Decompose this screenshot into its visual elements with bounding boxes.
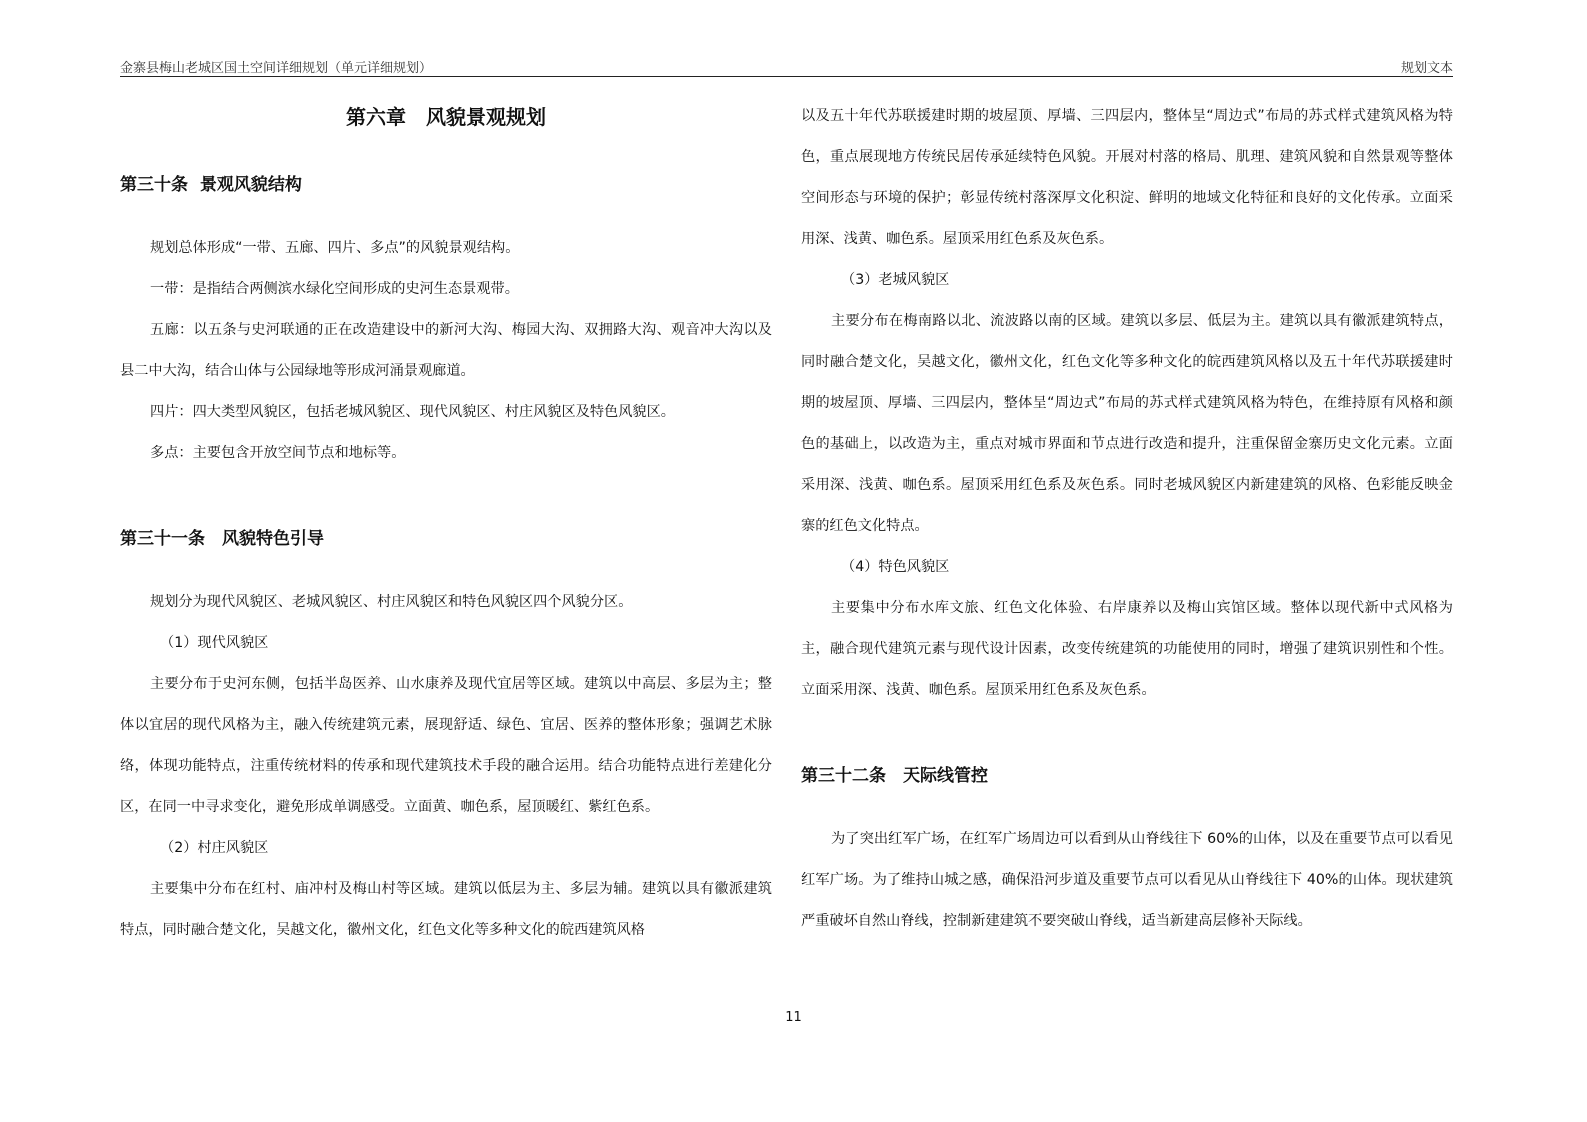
subsection-text-village: 主要集中分布在红村、庙冲村及梅山村等区域。建筑以低层为主、多层为辅。建筑以具有徽派建筑特点，同时融合楚文化，吴越文化，徽州文化，红色文化等多种文化的皖西建筑风格 [120, 881, 772, 938]
article-30-paragraph: 五廊：以五条与史河联通的正在改造建设中的新河大沟、梅园大沟、双拥路大沟、观音冲大沟以及县二中大沟，结合山体与公园绿地等形成河涌景观廊道。 [120, 322, 772, 379]
article-30-paragraph: 四片：四大类型风貌区，包括老城风貌区、现代风貌区、村庄风貌区及特色风貌区。 [150, 404, 675, 420]
subsection-text-special: 主要集中分布水库文旅、红色文化体验、右岸康养以及梅山宾馆区域。整体以现代新中式风格为主，融合现代建筑元素与现代设计因素，改变传统建筑的功能使用的同时，增强了建筑识别性和个性。立面采用深、浅黄、咖色系。屋顶采用红色系及灰色系。 [801, 600, 1453, 698]
chapter-title: 第六章 风貌景观规划 [346, 105, 546, 129]
subsection-title-modern: （1）现代风貌区 [160, 635, 269, 651]
article-30-title: 第三十条 景观风貌结构 [120, 175, 302, 195]
article-32-title: 第三十二条 天际线管控 [801, 766, 988, 786]
right-column [801, 96, 1453, 942]
subsection-title-special: （4）特色风貌区 [841, 559, 950, 575]
article-31-title: 第三十一条 风貌特色引导 [120, 529, 324, 549]
article-32-text: 为了突出红军广场，在红军广场周边可以看到从山脊线往下 60%的山体，以及在重要节点可以看见红军广场。为了维持山城之感，确保沿河步道及重要节点可以看见从山脊线往下 40%的山体。现状建筑严重破坏自然山脊线，控制新建建筑不要突破山脊线，适当新建高层修补天际线。 [801, 831, 1453, 929]
subsection-text-oldtown: 主要分布在梅南路以北、流波路以南的区域。建筑以多层、低层为主。建筑以具有徽派建筑特点，同时融合楚文化，吴越文化，徽州文化，红色文化等多种文化的皖西建筑风格以及五十年代苏联援建时期的坡屋顶、厚墙、三四层内，整体呈“周边式”布局的苏式样式建筑风格为特色，在维持原有风格和颜色的基础上，以改造为主，重点对城市界面和节点进行改造和提升，注重保留金寨历史文化元素。立面采用深、浅黄、咖色系。屋顶采用红色系及灰色系。同时老城风貌区内新建建筑的风格、色彩能反映金寨的红色文化特点。 [801, 313, 1453, 534]
document-title: 金寨县梅山老城区国土空间详细规划（单元详细规划） [120, 61, 433, 76]
subsection-title-village: （2）村庄风貌区 [160, 840, 269, 856]
subsection-text-village-continued: 以及五十年代苏联援建时期的坡屋顶、厚墙、三四层内，整体呈“周边式”布局的苏式样式建筑风格为特色，重点展现地方传统民居传承延续特色风貌。开展对村落的格局、肌理、建筑风貌和自然景观等整体空间形态与环境的保护；彰显传统村落深厚文化积淀、鲜明的地域文化特征和良好的文化传承。立面采用深、浅黄、咖色系。屋顶采用红色系及灰色系。 [801, 108, 1453, 247]
page-number: 11 [785, 1010, 802, 1025]
left-column [120, 96, 772, 951]
subsection-text-modern: 主要分布于史河东侧，包括半岛医养、山水康养及现代宜居等区域。建筑以中高层、多层为主；整体以宜居的现代风格为主，融入传统建筑元素，展现舒适、绿色、宜居、医养的整体形象；强调艺术脉络，体现功能特点，注重传统材料的传承和现代建筑技术手段的融合运用。结合功能特点进行差建化分区，在同一中寻求变化，避免形成单调感受。立面黄、咖色系，屋顶暖红、紫红色系。 [120, 676, 772, 815]
article-30-paragraph: 一带：是指结合两侧滨水绿化空间形成的史河生态景观带。 [150, 281, 519, 297]
document-type-label: 规划文本 [1400, 61, 1453, 76]
page-header [120, 54, 1453, 77]
article-30-paragraph: 规划总体形成“一带、五廊、四片、多点”的风貌景观结构。 [150, 240, 520, 256]
article-30-paragraph: 多点：主要包含开放空间节点和地标等。 [150, 445, 406, 461]
subsection-title-oldtown: （3）老城风貌区 [841, 272, 950, 288]
article-31-intro: 规划分为现代风貌区、老城风貌区、村庄风貌区和特色风貌区四个风貌分区。 [150, 594, 633, 610]
